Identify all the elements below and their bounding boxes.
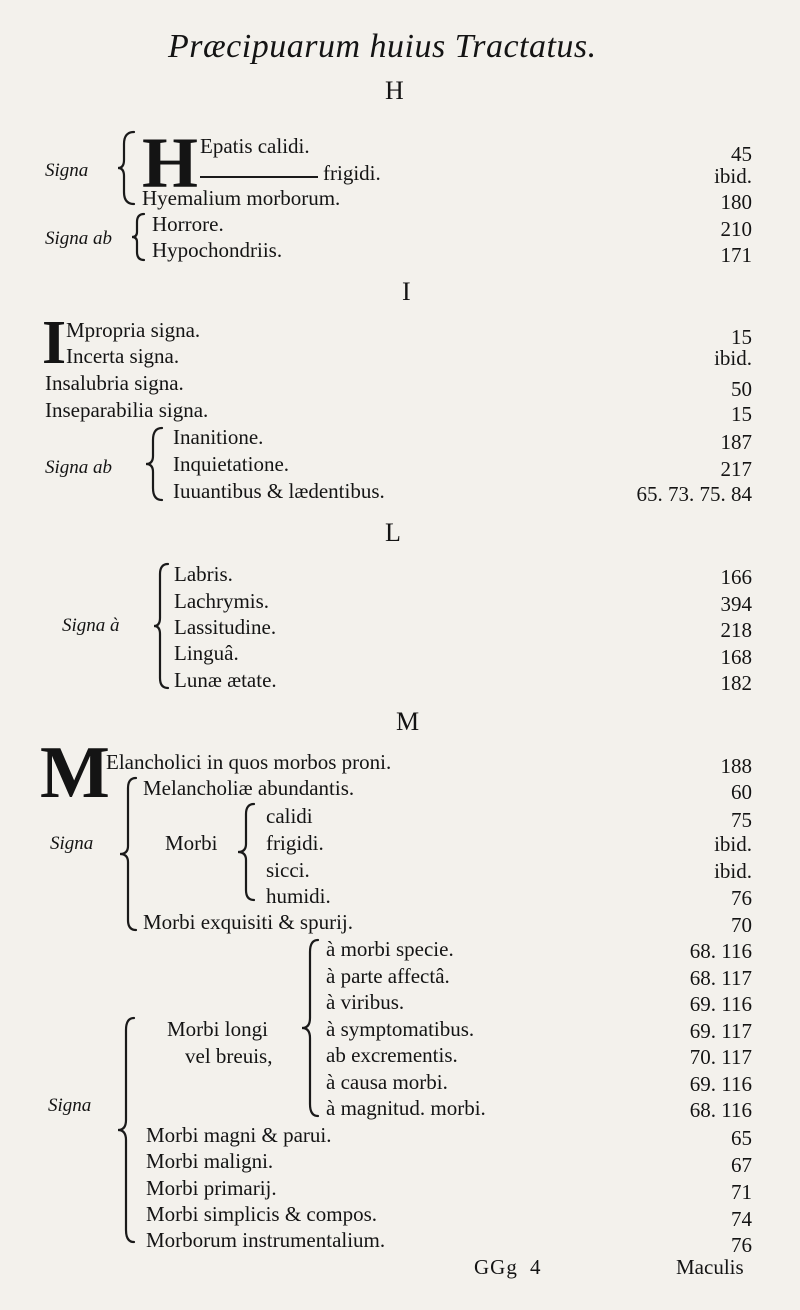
- sub-page: 68. 117: [689, 966, 752, 990]
- dropcap-h: H: [142, 123, 199, 203]
- signa-a-label-l: Signa à: [62, 615, 120, 636]
- signa-label-h: Signa: [45, 160, 89, 181]
- section-letter-h: H: [385, 76, 404, 105]
- entry-l: Labris.: [174, 562, 233, 586]
- sub-entry: à magnitud. morbi.: [326, 1096, 486, 1120]
- entry-inseparabilia: Inseparabilia signa.: [45, 398, 209, 422]
- page-melancholici: 188: [720, 754, 752, 778]
- dropcap-m: M: [40, 732, 110, 814]
- page-inanitione: 187: [720, 430, 752, 454]
- page-calidi: 75: [731, 808, 752, 832]
- sub-page: 69. 116: [689, 992, 752, 1016]
- sub-entry: ab excrementis.: [326, 1043, 458, 1067]
- entry-hypochondriis: Hypochondriis.: [152, 238, 283, 262]
- tail-entry: Morbi magni & parui.: [146, 1123, 332, 1147]
- page-inquietatione: 217: [720, 457, 752, 481]
- page-l: 168: [720, 645, 752, 669]
- sub-entry: à parte affectâ.: [326, 964, 450, 988]
- page-inseparabilia: 15: [731, 402, 752, 426]
- tail-page: 67: [731, 1153, 752, 1177]
- entry-l: Lassitudine.: [174, 615, 277, 639]
- dropcap-i: I: [42, 309, 67, 377]
- sub-page: 68. 116: [689, 939, 752, 963]
- entry-frigidi-m: frigidi.: [266, 831, 324, 855]
- brace-h: [118, 130, 138, 206]
- sub-entry: à viribus.: [326, 990, 405, 1014]
- brace-sub: [302, 938, 322, 1118]
- tail-entry: Morbi primarij.: [146, 1176, 277, 1200]
- page-l: 394: [720, 592, 752, 616]
- page-frigidi-m: ibid.: [714, 832, 752, 856]
- entry-sicci: sicci.: [266, 858, 310, 882]
- entry-iuuantibus: Iuuantibus & lædentibus.: [173, 479, 385, 503]
- brace-i: [146, 426, 166, 502]
- page-hypochondriis: 171: [720, 243, 752, 267]
- entry-melancholici: Elancholici in quos morbos proni.: [106, 750, 392, 774]
- ditto-rule: [200, 176, 318, 178]
- entry-hepatis-calidi: Epatis calidi.: [200, 134, 310, 158]
- tail-page: 71: [731, 1180, 752, 1204]
- sub-entry: à symptomatibus.: [326, 1017, 475, 1041]
- page-hyemalium: 180: [720, 190, 752, 214]
- morbi-label: Morbi: [165, 831, 218, 855]
- page-insalubria: 50: [731, 377, 752, 401]
- entry-inquietatione: Inquietatione.: [173, 452, 290, 476]
- tail-page: 76: [731, 1233, 752, 1257]
- sub-page: 69. 116: [689, 1072, 752, 1096]
- page-horrore: 210: [720, 217, 752, 241]
- entry-frigidi: frigidi.: [323, 161, 381, 185]
- entry-incerta: Incerta signa.: [66, 344, 180, 368]
- vel-breuis-label: vel breuis,: [185, 1044, 273, 1068]
- entry-insalubria: Insalubria signa.: [45, 371, 184, 395]
- tail-page: 74: [731, 1207, 752, 1231]
- brace-morbi: [238, 802, 258, 902]
- entry-l: Lunæ ætate.: [174, 668, 277, 692]
- entry-impropria: Mpropria signa.: [66, 318, 201, 342]
- entry-calidi: calidi: [266, 804, 313, 828]
- entry-hyemalium: Hyemalium morborum.: [142, 186, 341, 210]
- entry-inanitione: Inanitione.: [173, 425, 264, 449]
- signa2-label-m: Signa: [48, 1095, 92, 1116]
- entry-horrore: Horrore.: [152, 212, 224, 236]
- entry-l: Lachrymis.: [174, 589, 270, 613]
- page-l: 166: [720, 565, 752, 589]
- page-title: Præcipuarum huius Tractatus.: [168, 28, 597, 65]
- page-exquisiti: 70: [731, 913, 752, 937]
- tail-entry: Morborum instrumentalium.: [146, 1228, 386, 1252]
- signa-ab-label-i: Signa ab: [45, 457, 113, 478]
- brace-l: [154, 562, 172, 690]
- signature-number: 4: [530, 1255, 541, 1279]
- catchword: Maculis: [676, 1255, 744, 1279]
- page-l: 218: [720, 618, 752, 642]
- page-melancholiae: 60: [731, 780, 752, 804]
- page-sicci: ibid.: [714, 859, 752, 883]
- signature-mark: GGg: [474, 1255, 518, 1279]
- section-letter-i: I: [402, 277, 411, 306]
- page-impropria: 15: [731, 325, 752, 349]
- entry-humidi: humidi.: [266, 884, 331, 908]
- section-letter-l: L: [385, 518, 401, 547]
- brace-m1: [120, 776, 140, 932]
- tail-entry: Morbi maligni.: [146, 1149, 274, 1173]
- brace-h2: [132, 212, 148, 262]
- page-iuuantibus: 65. 73. 75. 84: [636, 482, 752, 506]
- sub-entry: à causa morbi.: [326, 1070, 448, 1094]
- signa-label-m: Signa: [50, 833, 94, 854]
- section-letter-m: M: [396, 707, 420, 736]
- sub-page: 68. 116: [689, 1098, 752, 1122]
- page-l: 182: [720, 671, 752, 695]
- sub-entry: à morbi specie.: [326, 937, 454, 961]
- signa-ab-label-h: Signa ab: [45, 228, 113, 249]
- tail-entry: Morbi simplicis & compos.: [146, 1202, 377, 1226]
- page-humidi: 76: [731, 886, 752, 910]
- entry-l: Linguâ.: [174, 641, 239, 665]
- entry-melancholiae: Melancholiæ abundantis.: [143, 776, 355, 800]
- page-incerta: ibid.: [714, 346, 752, 370]
- page-hepatis-calidi: 45: [731, 142, 752, 166]
- morbi-longi-label: Morbi longi: [167, 1017, 268, 1041]
- entry-exquisiti: Morbi exquisiti & spurij.: [143, 910, 353, 934]
- page-frigidi: ibid.: [714, 164, 752, 188]
- sub-page: 69. 117: [689, 1019, 752, 1043]
- brace-m2: [118, 1016, 138, 1244]
- sub-page: 70. 117: [689, 1045, 752, 1069]
- tail-page: 65: [731, 1126, 752, 1150]
